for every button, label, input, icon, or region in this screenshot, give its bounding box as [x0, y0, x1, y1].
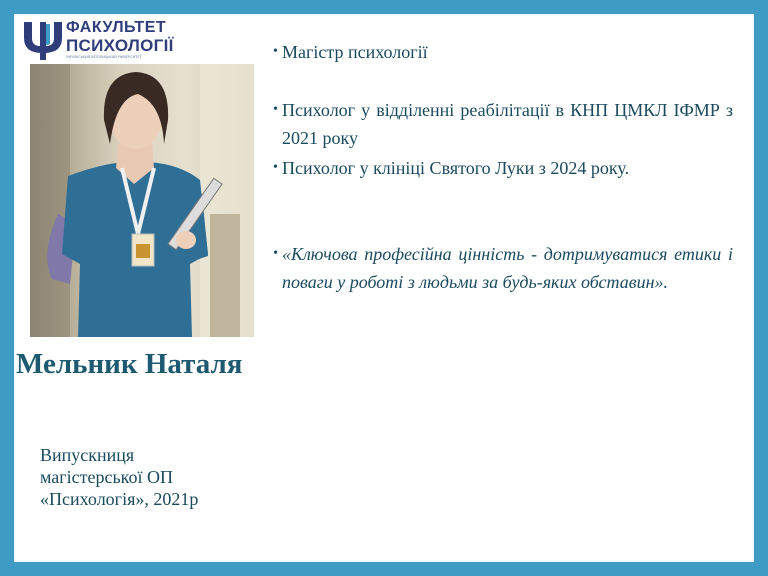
- portrait-photo: [30, 64, 254, 337]
- graduate-info: [40, 444, 198, 510]
- bio-item-quote: [273, 240, 733, 296]
- bullet-marker: •: [273, 44, 278, 59]
- person-name: Мельник Наталя: [16, 348, 243, 380]
- bullet-marker: •: [273, 102, 278, 117]
- logo-line2: ПСИХОЛОГІЇ: [66, 36, 174, 55]
- bullet-marker: •: [273, 246, 278, 261]
- psi-logo-icon: [20, 18, 64, 62]
- bio-text: Психолог у відділенні реабілітації в КНП ЦМКЛ ІФМР з 2021 року: [282, 100, 733, 148]
- bio-item-job-1: [273, 96, 733, 152]
- portrait-illustration: [30, 64, 254, 337]
- faculty-logo: [20, 18, 200, 62]
- logo-subtitle: УКРАЇНСЬКИЙ КАТОЛИЦЬКИЙ УНІВЕРСИТЕТ: [66, 55, 142, 59]
- bio-text: Магістр психології: [282, 42, 428, 62]
- logo-line1: ФАКУЛЬТЕТ: [66, 19, 167, 36]
- bullet-marker: •: [273, 160, 278, 175]
- logo-wordmark: [66, 20, 174, 60]
- bio-item-job-2: [273, 154, 733, 182]
- bio-text: Психолог у клініці Святого Луки з 2024 року.: [282, 158, 630, 178]
- slide: [14, 14, 754, 562]
- graduate-line-1: Випускниця: [40, 445, 135, 465]
- graduate-line-3: «Психологія», 2021р: [40, 489, 199, 509]
- quote-text: «Ключова професійна цінність - дотримуватися етики і поваги у роботі з людьми за будь-яких обставин».: [282, 244, 733, 292]
- graduate-line-2: магістерської ОП: [40, 467, 174, 487]
- bio-item-degree: [273, 38, 733, 66]
